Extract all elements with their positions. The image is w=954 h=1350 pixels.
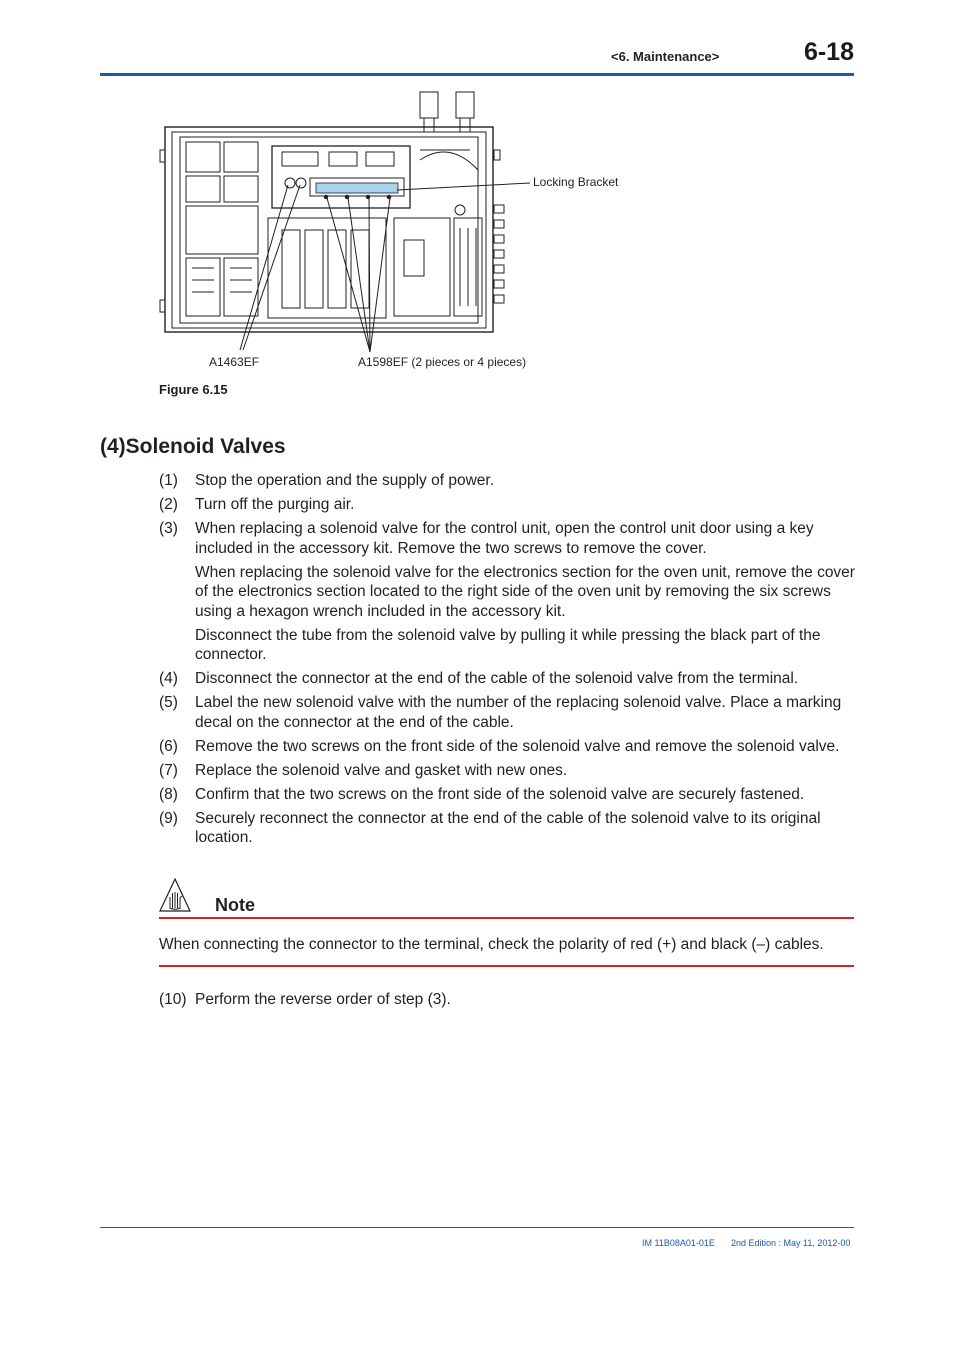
step-number: (6) [159,737,178,755]
control-unit-diagram [150,85,670,385]
label-part-a1598ef: A1598EF (2 pieces or 4 pieces) [358,355,527,369]
step-item [159,761,859,781]
step-number: (10) [159,991,187,1008]
step-number: (4) [159,670,178,687]
note-rule-bottom [159,965,854,967]
procedure-steps [159,471,859,852]
step-item [159,737,859,757]
note-title: Note [215,895,255,915]
note-text: When connecting the connector to the terminal, check the polarity of red (+) and black (–) cables. [159,936,824,953]
step-number: (1) [159,472,178,489]
figure-6-15 [150,85,670,385]
step-item [159,809,859,848]
step-number: (9) [159,809,178,827]
step-item [159,693,859,732]
step-text: Remove the two screws on the front side of the solenoid valve and remove the solenoid valve. [195,737,840,755]
footer-document-id: IM 11B08A01-01E [642,1238,715,1248]
step-item [159,519,859,558]
step-item [159,471,859,491]
footer-rule [100,1227,854,1228]
step-item [159,495,859,515]
step-text: Turn off the purging air. [195,496,355,513]
caution-hand-icon [159,878,191,914]
step-number: (8) [159,785,178,803]
step-continuation: When replacing the solenoid valve for the electronics section for the oven unit, remove the cover of the electronics section located to the right side of the oven unit by removing the six screws using a hexagon wrench included in the accessory kit. [195,563,855,620]
label-part-a1463ef: A1463EF [209,355,260,369]
step-text: Perform the reverse order of step (3). [195,991,451,1008]
step-number: (2) [159,496,178,513]
step-item [159,669,859,689]
section-heading: (4)Solenoid Valves [100,435,286,458]
label-locking-bracket: Locking Bracket [533,175,619,189]
figure-caption: Figure 6.15 [159,382,228,397]
note-rule-top [159,917,854,919]
step-number: (5) [159,694,178,711]
step-number: (7) [159,761,178,779]
step-item [159,990,859,1010]
step-continuation: Disconnect the tube from the solenoid valve by pulling it while pressing the black part of the connector. [195,626,821,663]
page-number: 6-18 [803,38,854,66]
step-text: Stop the operation and the supply of power. [195,472,495,489]
footer-edition: 2nd Edition : May 11, 2012-00 [731,1238,851,1248]
procedure-step-10 [159,990,859,1014]
header-rule [100,73,854,76]
header-section-title: <6. Maintenance> [611,49,720,64]
step-text: When replacing a solenoid valve for the control unit, open the control unit door using a key included in the accessory kit. Remove the two screws to remove the cover. [195,520,814,557]
locking-bracket-highlight [316,183,398,193]
step-text: Replace the solenoid valve and gasket with new ones. [195,761,568,779]
step-item [159,785,859,805]
step-text: Confirm that the two screws on the front side of the solenoid valve are securely fastened. [195,785,805,803]
step-text: Label the new solenoid valve with the number of the replacing solenoid valve. Place a marking decal on the connector at the end of the cable. [195,694,842,731]
step-text: Securely reconnect the connector at the end of the cable of the solenoid valve to its original location. [195,809,821,846]
step-number: (3) [159,520,178,537]
step-text: Disconnect the connector at the end of the cable of the solenoid valve from the terminal. [195,670,799,687]
